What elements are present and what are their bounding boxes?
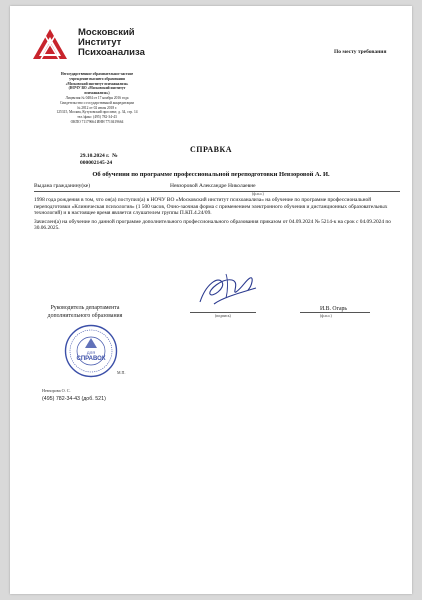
document-title: СПРАВКА [189,145,233,154]
stamp-text-main: СПРАВОК [76,356,106,362]
requirement-note: По месту требования [334,49,387,55]
org-line: психоанализа») [84,91,110,96]
stamp-seal [64,324,118,378]
head-name: И.В. Огарь [320,306,348,312]
document-date: 29.10.2024 г. [80,153,110,159]
org-line: тел./факс: (495) 782-34-43 [77,115,117,120]
number-label: № [112,153,118,159]
executor-phone: (495) 782-34-43 (доб. 521) [42,396,106,402]
name-caption: (ф.и.о.) [320,314,332,318]
document-subject: Об обучении по программе профессиональной переподготовки Невзоровой А. И. [92,171,330,178]
certificate-page [10,6,412,594]
institute-name-line: Психоанализа [78,47,145,58]
triangle-logo-icon [32,28,68,60]
issued-name: Невзоровой Александре Николаевне [170,183,256,189]
signature-caption: (подпись) [215,314,231,318]
signature-image [192,268,262,314]
executor-name: Невзорова О. С. [42,388,71,393]
org-line: Лицензия № 0484 от 17 ноября 2016 года [65,95,129,100]
fio-caption: (ф.и.о.) [252,192,264,196]
name-line [300,312,370,313]
org-line: Свидетельство о государственной аккредитации [60,100,134,105]
issued-underline [34,191,400,192]
mp-label: М.П. [117,370,126,375]
institute-name [78,28,145,58]
document-date-number [80,153,118,167]
body-paragraph: Зачислен(а) на обучение по данной программе дополнительного профессионального образования приказом от 04.09.2024 № 5214-к на срок с 04.09.2024 по 30.06.2025. [34,218,391,232]
issued-to-row [34,183,400,191]
institute-name-line: Московский [78,27,135,38]
institute-name-line: Институт [78,37,122,48]
signature-line [190,312,256,313]
org-line: «Московский институт психоанализа» [65,81,129,86]
document-number: 000002145-24 [80,160,113,166]
org-line: (НОЧУ ВО «Московский институт [68,86,126,91]
organization-details [42,72,152,125]
org-line: учреждение высшего образования [69,76,125,81]
issued-label: Выдана гражданину(ке) [34,183,91,189]
body-paragraph: 1998 года рождения в том, что он(а) поступил(а) в НОЧУ ВО «Московский институт психоанализа» на обучение по программе профессиональной переподготовки «Клиническая психология» (1 500 часов, Очно-заочная форма с применением электронного обучения и дистанционных образовательных технологий) и в настоящее время является слушателем группы П.КП.4.24/09. [34,197,388,217]
org-line: 125315, Москва, Кутузовский проспект, д. 34, стр. 14 [56,110,138,115]
org-line: № 2812 от 02 июля 2018 г. [76,105,118,110]
stamp-text-top: ДЛЯ [86,350,96,355]
document-body [34,197,398,234]
org-line: ОКПО 71179664 ИНН 7710419664 [70,119,124,124]
head-position-title: Руководитель департамента дополнительного образования [47,305,123,319]
org-line: Негосударственное образовательное частное [60,72,134,76]
